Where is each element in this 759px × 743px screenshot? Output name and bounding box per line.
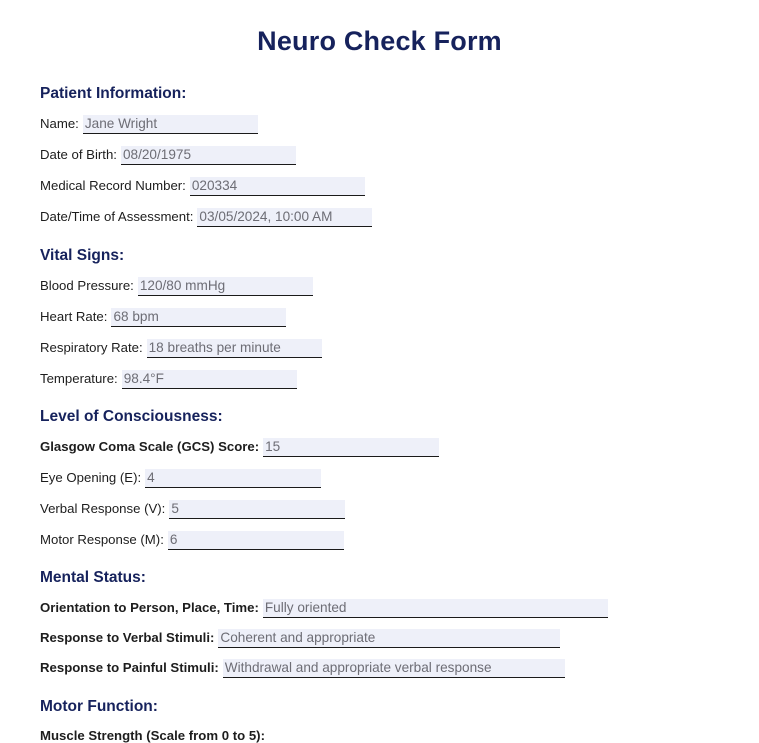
field-row-verbal-response (40, 500, 719, 519)
section-heading-patient-information: Patient Information: (40, 85, 187, 102)
field-row-eye-opening (40, 469, 719, 488)
field-row-heart-rate (40, 308, 719, 327)
field-row-date-time-of-assessment (40, 208, 719, 227)
input-eye-opening[interactable]: 4 (145, 469, 321, 488)
label-response-verbal-stimuli: Response to Verbal Stimuli: (40, 630, 215, 645)
field-row-respiratory-rate (40, 339, 719, 358)
input-blood-pressure[interactable]: 120/80 mmHg (138, 277, 313, 296)
section-heading-motor-function: Motor Function: (40, 698, 158, 715)
section-heading-vital-signs: Vital Signs: (40, 247, 125, 264)
label-motor-response: Motor Response (M): (40, 532, 164, 547)
input-response-verbal-stimuli[interactable]: Coherent and appropriate (218, 629, 560, 648)
field-row-response-verbal-stimuli (40, 629, 719, 648)
field-row-name (40, 115, 719, 134)
input-temperature[interactable]: 98.4°F (122, 370, 297, 389)
input-date-of-birth[interactable]: 08/20/1975 (121, 146, 296, 165)
label-blood-pressure: Blood Pressure: (40, 278, 134, 293)
input-name[interactable]: Jane Wright (83, 115, 258, 134)
section-heading-level-of-consciousness: Level of Consciousness: (40, 408, 223, 425)
field-row-date-of-birth (40, 146, 719, 165)
label-medical-record-number: Medical Record Number: (40, 178, 186, 193)
field-row-motor-response (40, 531, 719, 550)
section-heading-mental-status: Mental Status: (40, 569, 146, 586)
field-row-temperature (40, 370, 719, 389)
label-gcs-score: Glasgow Coma Scale (GCS) Score: (40, 439, 260, 454)
label-heart-rate: Heart Rate: (40, 309, 108, 324)
input-verbal-response[interactable]: 5 (169, 500, 345, 519)
label-date-time-of-assessment: Date/Time of Assessment: (40, 209, 194, 224)
input-medical-record-number[interactable]: 020334 (190, 177, 365, 196)
label-name: Name: (40, 116, 79, 131)
label-temperature: Temperature: (40, 371, 118, 386)
field-row-blood-pressure (40, 277, 719, 296)
label-orientation: Orientation to Person, Place, Time: (40, 600, 259, 615)
field-row-gcs-score (40, 438, 719, 457)
field-row-response-painful-stimuli (40, 659, 719, 678)
field-row-medical-record-number (40, 177, 719, 196)
label-respiratory-rate: Respiratory Rate: (40, 340, 143, 355)
input-gcs-score[interactable]: 15 (263, 438, 439, 457)
input-heart-rate[interactable]: 68 bpm (111, 308, 286, 327)
label-response-painful-stimuli: Response to Painful Stimuli: (40, 660, 219, 675)
field-row-orientation (40, 599, 719, 618)
label-eye-opening: Eye Opening (E): (40, 470, 142, 485)
label-verbal-response: Verbal Response (V): (40, 501, 166, 516)
input-respiratory-rate[interactable]: 18 breaths per minute (147, 339, 322, 358)
label-date-of-birth: Date of Birth: (40, 147, 117, 162)
input-motor-response[interactable]: 6 (168, 531, 344, 550)
input-orientation[interactable]: Fully oriented (263, 599, 608, 618)
input-date-time-of-assessment[interactable]: 03/05/2024, 10:00 AM (197, 208, 372, 227)
page-title: Neuro Check Form (257, 26, 502, 56)
label-muscle-strength: Muscle Strength (Scale from 0 to 5): (40, 728, 265, 743)
input-response-painful-stimuli[interactable]: Withdrawal and appropriate verbal response (223, 659, 565, 678)
